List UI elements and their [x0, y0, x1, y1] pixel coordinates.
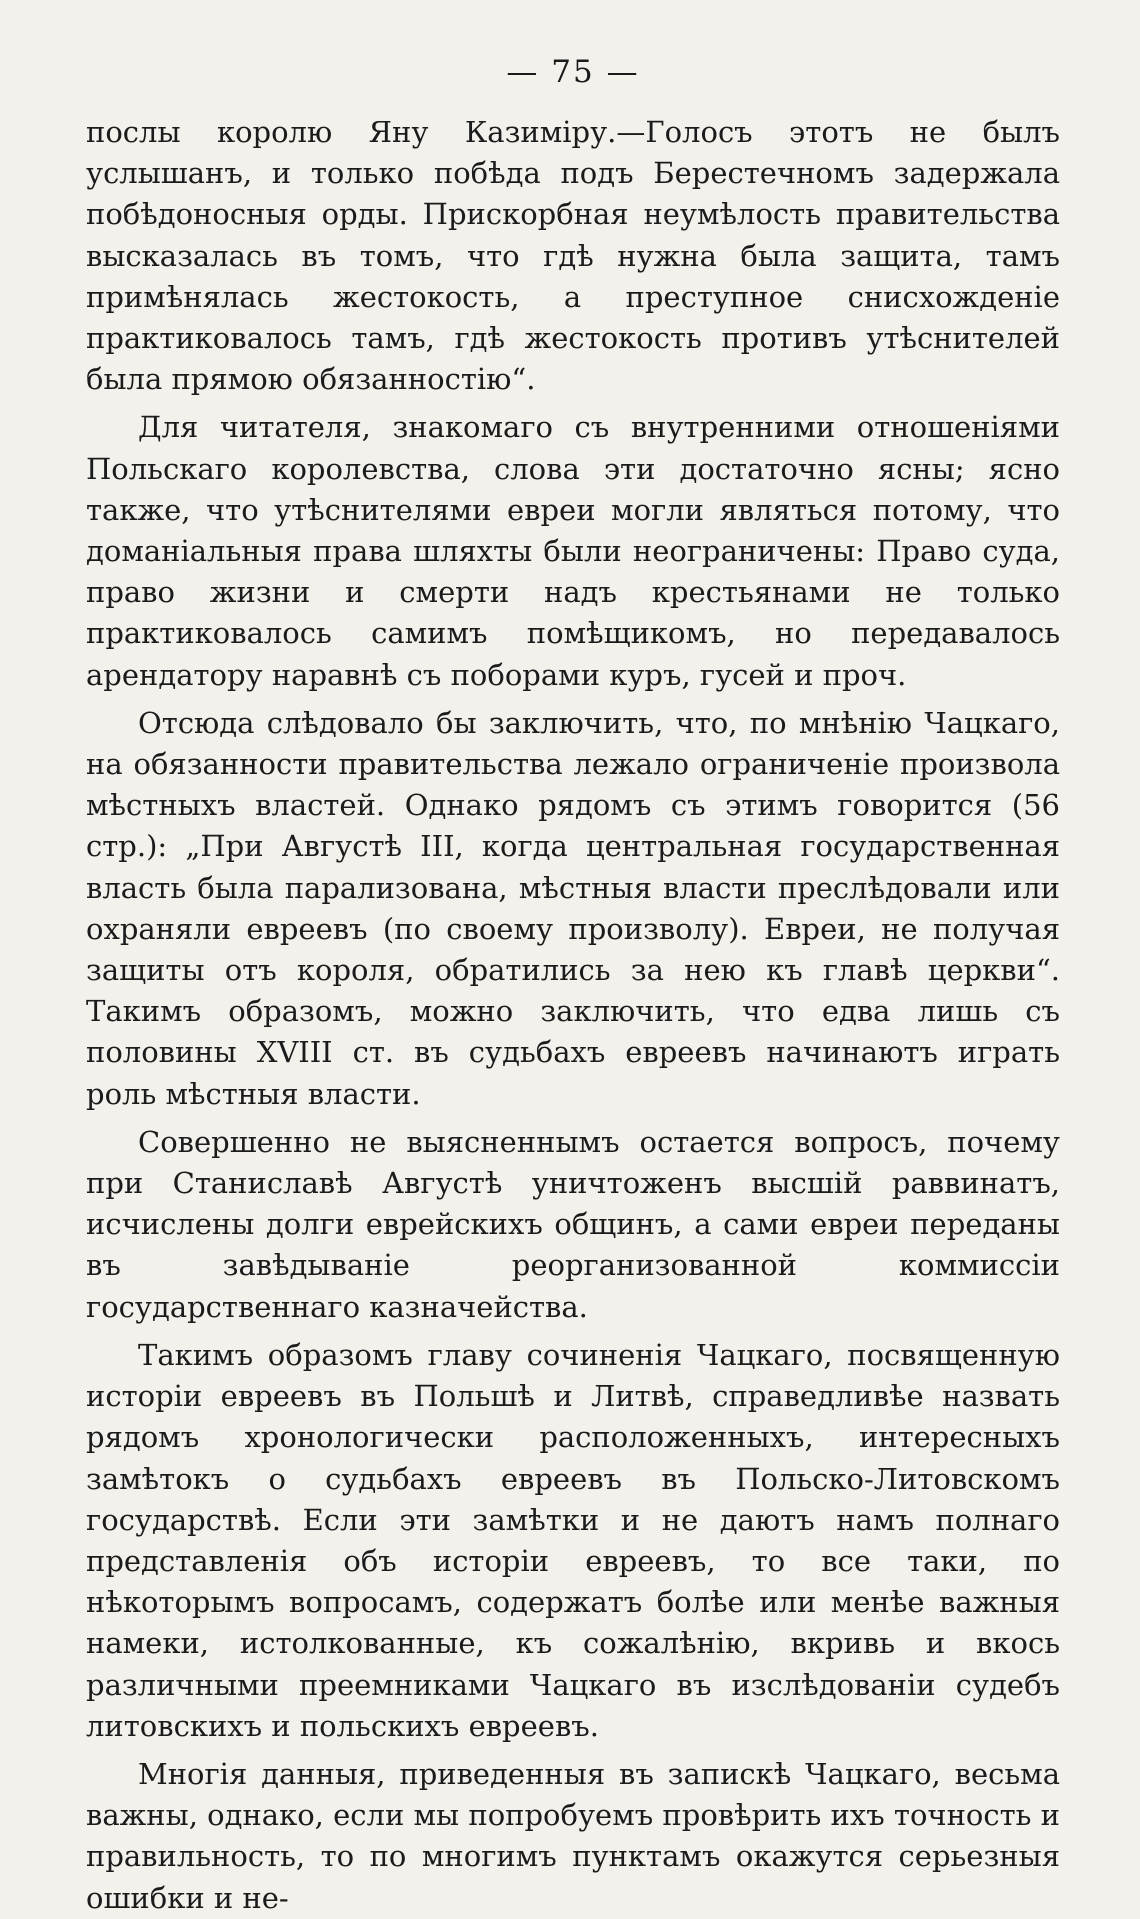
paragraph: Многія данныя, приведенныя въ запискѣ Чацкаго, весьма важны, однако, если мы попробуемъ провѣрить ихъ точность и правильность, то по многимъ пунктамъ окажутся серьезныя ошибки и не- [86, 1756, 1060, 1915]
paragraph: Отсюда слѣдовало бы заключить, что, по мнѣнію Чацкаго, на обязанности правительства лежало ограниченіе произвола мѣстныхъ властей. Однако рядомъ съ этимъ говорится (56 стр.): „При Августѣ III, когда центральная государственная власть была парализована, мѣстныя власти преслѣдовали или охраняли евреевъ (по своему произволу). Евреи, не получая защиты отъ короля, обратились за нею къ главѣ церкви“. Такимъ образомъ, можно заключить, что едва лишь съ половины XVIII ст. въ судьбахъ евреевъ начинаютъ играть роль мѣстныя власти. [86, 705, 1060, 1111]
paragraph: Для читателя, знакомаго съ внутренними отношеніями Польскаго королевства, слова эти достаточно ясны; ясно также, что утѣснителями евреи могли являться потому, что доманіальныя права шляхты были неограничены: Право суда, право жизни и смерти надъ крестьянами не только практиковалось самимъ помѣщикомъ, но передавалось арендатору наравнѣ съ поборами куръ, гусей и проч. [86, 410, 1060, 692]
paragraph: Совершенно не выясненнымъ остается вопросъ, почему при Станиславѣ Августѣ уничтоженъ высшій раввинатъ, исчислены долги еврейскихъ общинъ, а сами евреи переданы въ завѣдываніе реорганизованной коммиссіи государственнаго казначейства. [86, 1124, 1060, 1324]
paragraph: Такимъ образомъ главу сочиненія Чацкаго, посвященную исторіи евреевъ въ Польшѣ и Литвѣ, справедливѣе назвать рядомъ хронологически расположенныхъ, интересныхъ замѣтокъ о судьбахъ евреевъ въ Польско-Литовскомъ государствѣ. Если эти замѣтки и не даютъ намъ полнаго представленія объ исторіи евреевъ, то все таки, по нѣкоторымъ вопросамъ, содержатъ болѣе или менѣе важныя намеки, истолкованные, къ сожалѣнію, вкривь и вкось различными преемниками Чацкаго въ изслѣдованіи судебъ литовскихъ и польскихъ евреевъ. [86, 1337, 1060, 1743]
body-text [86, 112, 1060, 1919]
paragraph-continuation: послы королю Яну Казиміру.—Голосъ этотъ не былъ услышанъ, и только побѣда подъ Берестечномъ задержала побѣдоносныя орды. Прискорбная неумѣлость правительства высказалась въ томъ, что гдѣ нужна была защита, тамъ примѣнялась жестокость, а преступное снисхожденіе практиковалось тамъ, гдѣ жестокость противъ утѣснителей была прямою обязанностію“. [86, 115, 1060, 397]
page-number: — 75 — [506, 54, 640, 90]
